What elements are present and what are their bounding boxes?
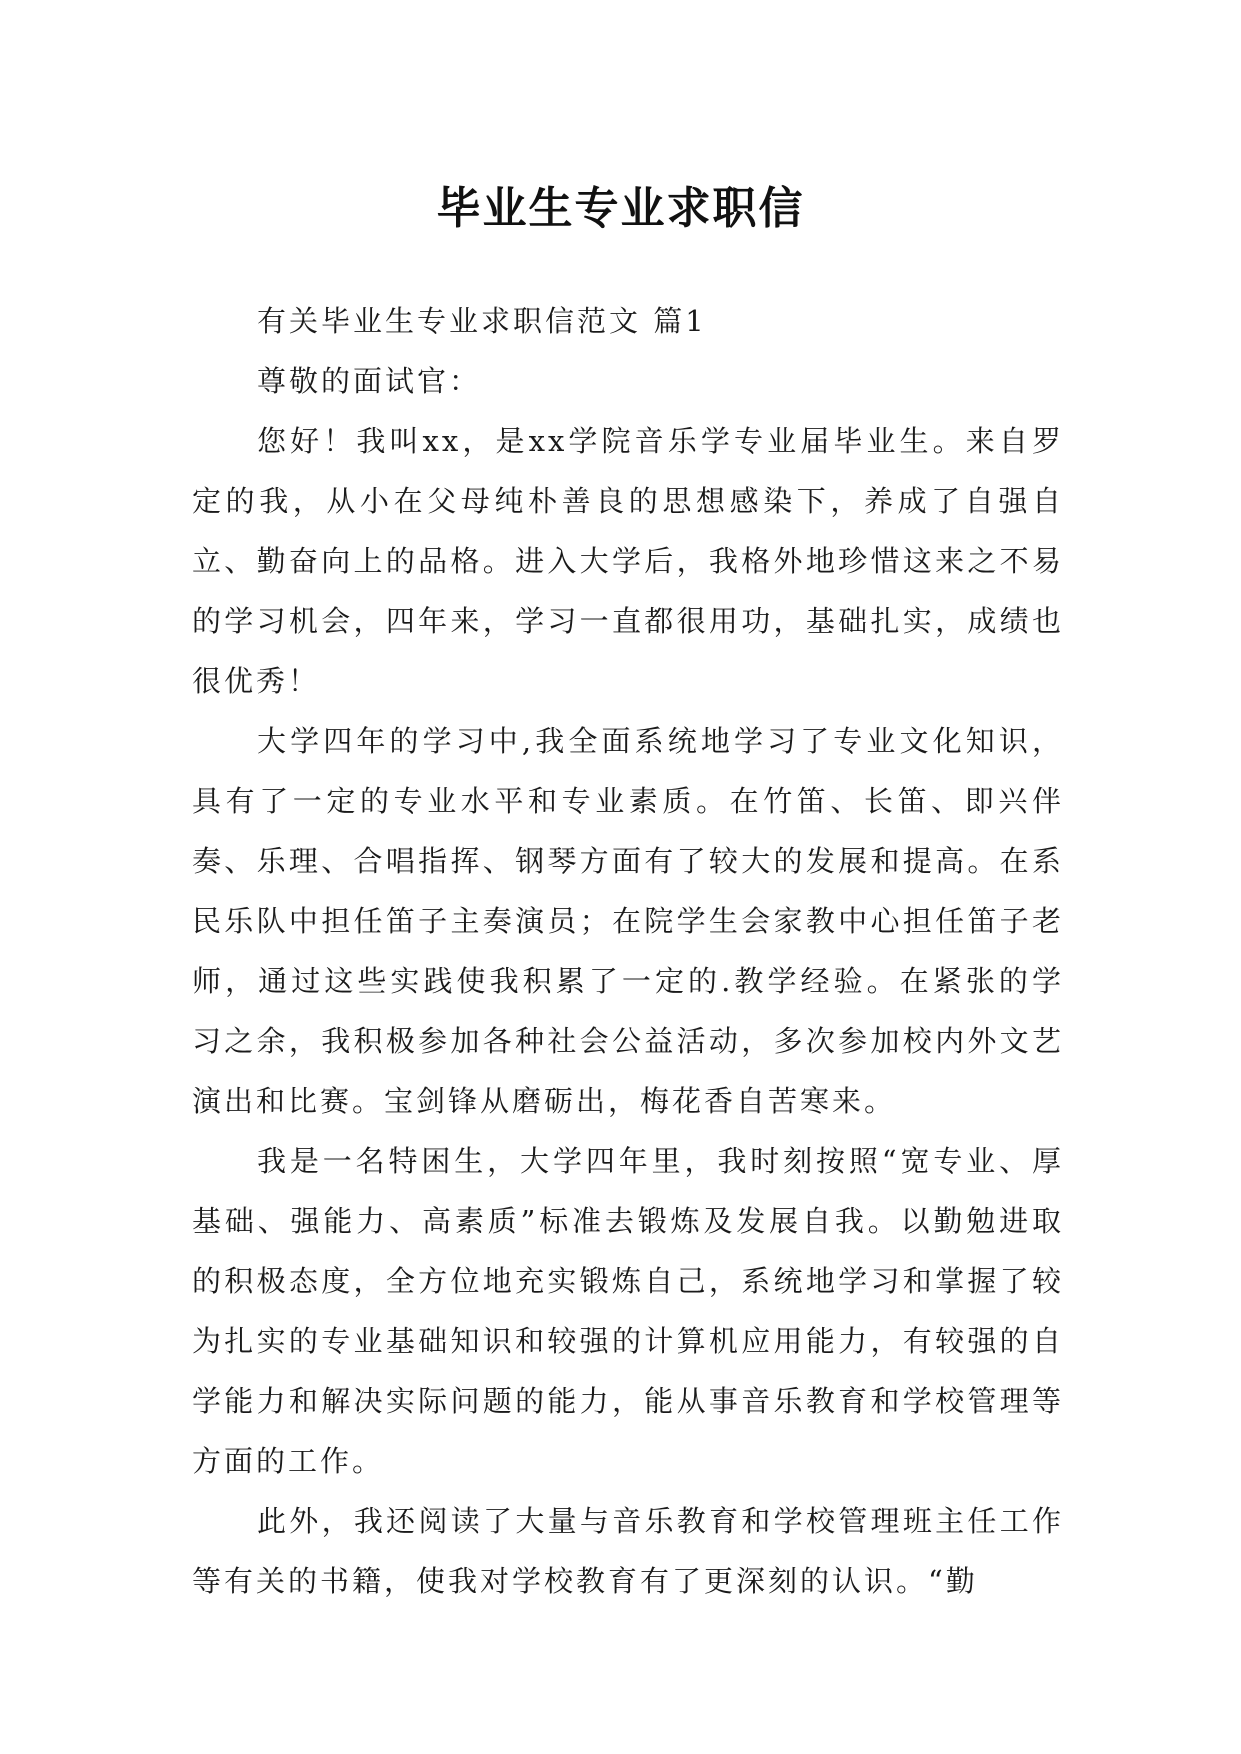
body-paragraph: 您好！我叫xx，是xx学院音乐学专业届毕业生。来自罗定的我，从小在父母纯朴善良的思想感染下，养成了自强自立、勤奋向上的品格。进入大学后，我格外地珍惜这来之不易的学习机会，四年来，学习一直都很用功，基础扎实，成绩也很优秀！ xyxy=(192,424,1064,698)
section-heading: 有关毕业生专业求职信范文 篇1 xyxy=(257,304,707,338)
body-paragraph: 我是一名特困生，大学四年里，我时刻按照“宽专业、厚基础、强能力、高素质”标准去锻炼及发展自我。以勤勉进取的积极态度，全方位地充实锻炼自己，系统地学习和掌握了较为扎实的专业基础知识和较强的计算机应用能力，有较强的自学能力和解决实际问题的能力，能从事音乐教育和学校管理等方面的工作。 xyxy=(192,1144,1064,1478)
salutation: 尊敬的面试官： xyxy=(257,364,482,398)
body-paragraph: 大学四年的学习中,我全面系统地学习了专业文化知识，具有了一定的专业水平和专业素质。在竹笛、长笛、即兴伴奏、乐理、合唱指挥、钢琴方面有了较大的发展和提高。在系民乐队中担任笛子主奏演员；在院学生会家教中心担任笛子老师，通过这些实践使我积累了一定的.教学经验。在紧张的学习之余，我积极参加各种社会公益活动，多次参加校内外文艺演出和比赛。宝剑锋从磨砺出，梅花香自苦寒来。 xyxy=(192,724,1064,1118)
document-body xyxy=(192,291,1064,1611)
document-title: 毕业生专业求职信 xyxy=(436,183,805,235)
body-paragraph: 此外，我还阅读了大量与音乐教育和学校管理班主任工作等有关的书籍，使我对学校教育有了更深刻的认识。“勤 xyxy=(192,1504,1064,1598)
